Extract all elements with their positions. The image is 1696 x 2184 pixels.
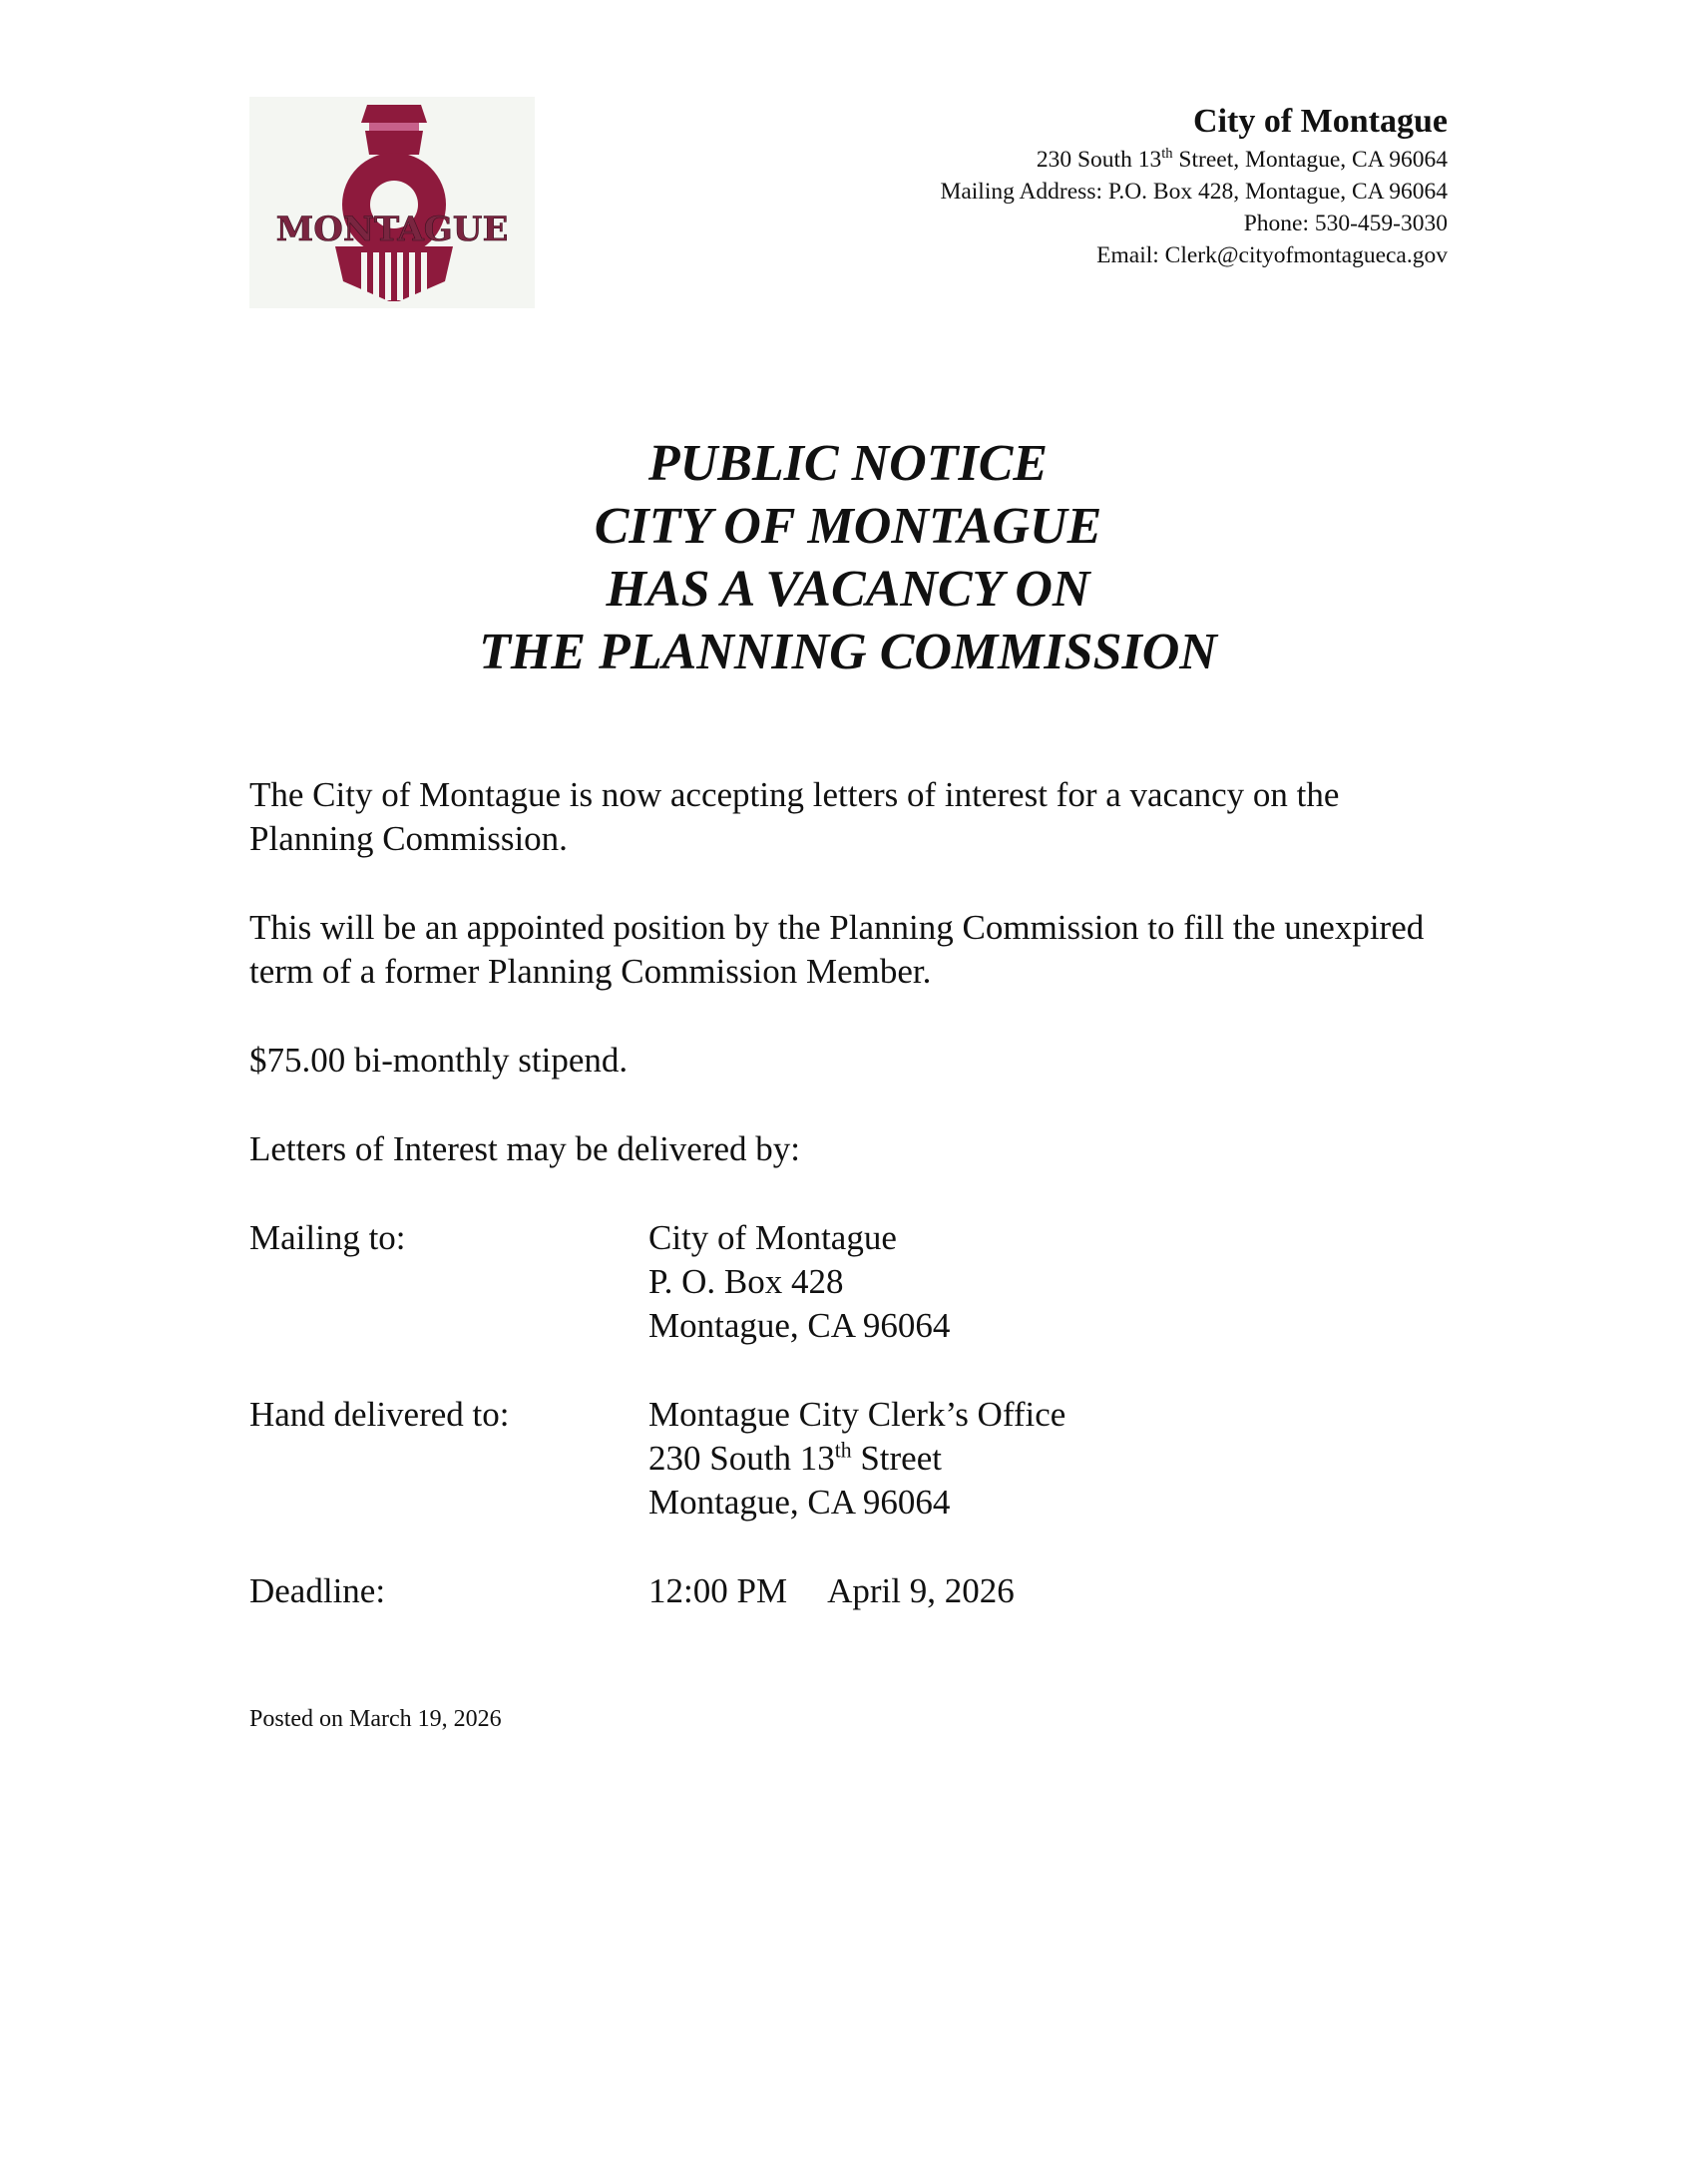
mailing-row bbox=[249, 1216, 1447, 1348]
logo-stack bbox=[365, 131, 423, 155]
paragraph-accepting-letters: The City of Montague is now accepting letters of interest for a vacancy on the Planning Commission. bbox=[249, 775, 1340, 858]
deadline-date: April 9, 2026 bbox=[827, 1571, 1015, 1610]
title-line-1: PUBLIC NOTICE bbox=[647, 435, 1049, 492]
deadline-time: 12:00 PM bbox=[648, 1571, 788, 1610]
hand-delivery-label: Hand delivered to: bbox=[249, 1395, 510, 1434]
notice-body bbox=[249, 773, 1447, 1658]
locomotive-emblem-icon bbox=[249, 97, 535, 308]
paragraph-appointed-position: This will be an appointed position by the Planning Commission to fill the unexpired term of a former Planning Commission Member. bbox=[249, 908, 1425, 991]
logo-stack-cap bbox=[361, 105, 427, 123]
hand-delivery-address: Montague City Clerk’s Office 230 South 13th Street Montague, CA 96064 bbox=[648, 1395, 1066, 1522]
logo-text: MONTAGUE bbox=[275, 210, 509, 249]
notice-title bbox=[0, 432, 1696, 683]
deadline-row bbox=[249, 1569, 1447, 1613]
hand-delivery-row bbox=[249, 1393, 1447, 1525]
letterhead bbox=[749, 100, 1448, 271]
letterhead-email: Email: Clerk@cityofmontagueca.gov bbox=[1096, 242, 1448, 268]
mailing-address: City of Montague P. O. Box 428 Montague, CA 96064 bbox=[648, 1218, 951, 1345]
letterhead-street-address: 230 South 13th Street, Montague, CA 96064 bbox=[1036, 146, 1448, 173]
logo-cowcatcher bbox=[335, 246, 453, 301]
paragraph-stipend: $75.00 bi-monthly stipend. bbox=[249, 1041, 629, 1080]
letterhead-city-name: City of Montague bbox=[1193, 103, 1448, 140]
mailing-label: Mailing to: bbox=[249, 1218, 406, 1257]
deadline-value bbox=[648, 1569, 1447, 1613]
deadline-label: Deadline: bbox=[249, 1571, 386, 1610]
letterhead-mailing-address: Mailing Address: P.O. Box 428, Montague, CA 96064 bbox=[940, 179, 1448, 205]
letterhead-phone: Phone: 530-459-3030 bbox=[1243, 211, 1448, 236]
title-line-2: CITY OF MONTAGUE bbox=[594, 498, 1102, 555]
logo-stack-band bbox=[369, 123, 419, 131]
paragraph-delivery-intro: Letters of Interest may be delivered by: bbox=[249, 1129, 801, 1168]
city-logo bbox=[249, 97, 535, 308]
title-line-3: HAS A VACANCY ON bbox=[606, 561, 1090, 618]
title-line-4: THE PLANNING COMMISSION bbox=[479, 624, 1217, 680]
posted-date: Posted on March 19, 2026 bbox=[249, 1706, 502, 1732]
